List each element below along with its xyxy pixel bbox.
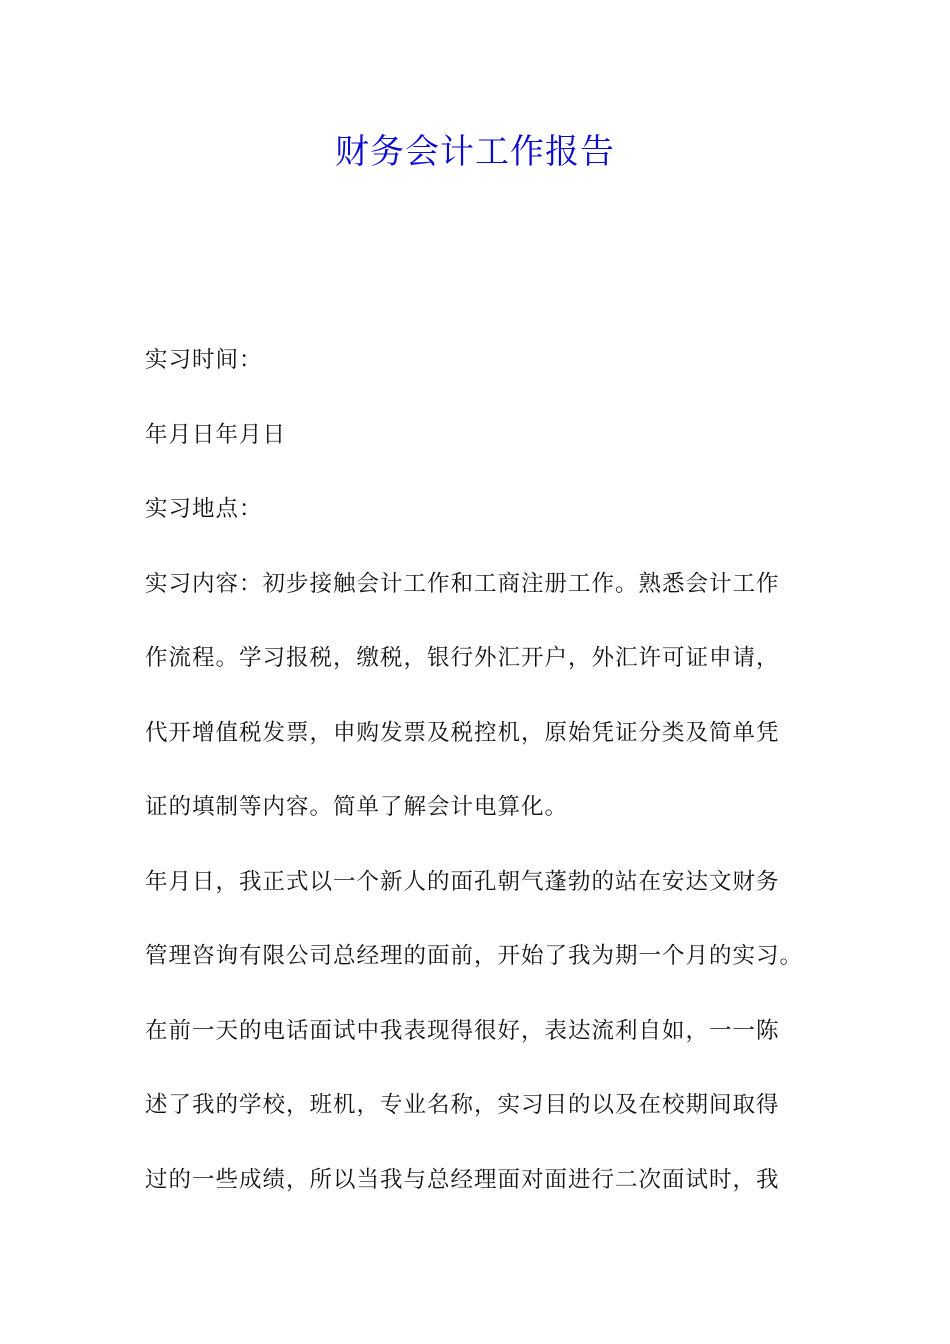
body-line: 年月日，我正式以一个新人的面孔朝气蓬勃的站在安达文财务 xyxy=(145,868,780,895)
body-line: 实习时间： xyxy=(145,347,263,373)
body-line: 年月日年月日 xyxy=(145,421,287,448)
document-title: 财务会计工作报告 xyxy=(335,132,615,172)
document-body xyxy=(145,338,825,1232)
body-line: 过的一些成绩，所以当我与总经理面对面进行二次面试时，我 xyxy=(145,1166,780,1193)
body-line: 实习地点： xyxy=(145,496,263,522)
body-line: 实习内容：初步接触会计工作和工商注册工作。熟悉会计工作 xyxy=(145,570,780,597)
body-line: 管理咨询有限公司总经理的面前，开始了我为期一个月的实习。 xyxy=(145,943,804,969)
body-line: 作流程。学习报税，缴税，银行外汇开户，外汇许可证申请， xyxy=(145,645,780,671)
body-line: 述了我的学校，班机，专业名称，实习目的以及在校期间取得 xyxy=(145,1092,780,1118)
body-line: 在前一天的电话面试中我表现得很好，表达流利自如，一一陈 xyxy=(145,1017,780,1044)
body-line: 证的填制等内容。简单了解会计电算化。 xyxy=(145,794,569,820)
body-line: 代开增值税发票，申购发票及税控机，原始凭证分类及简单凭 xyxy=(145,719,780,746)
